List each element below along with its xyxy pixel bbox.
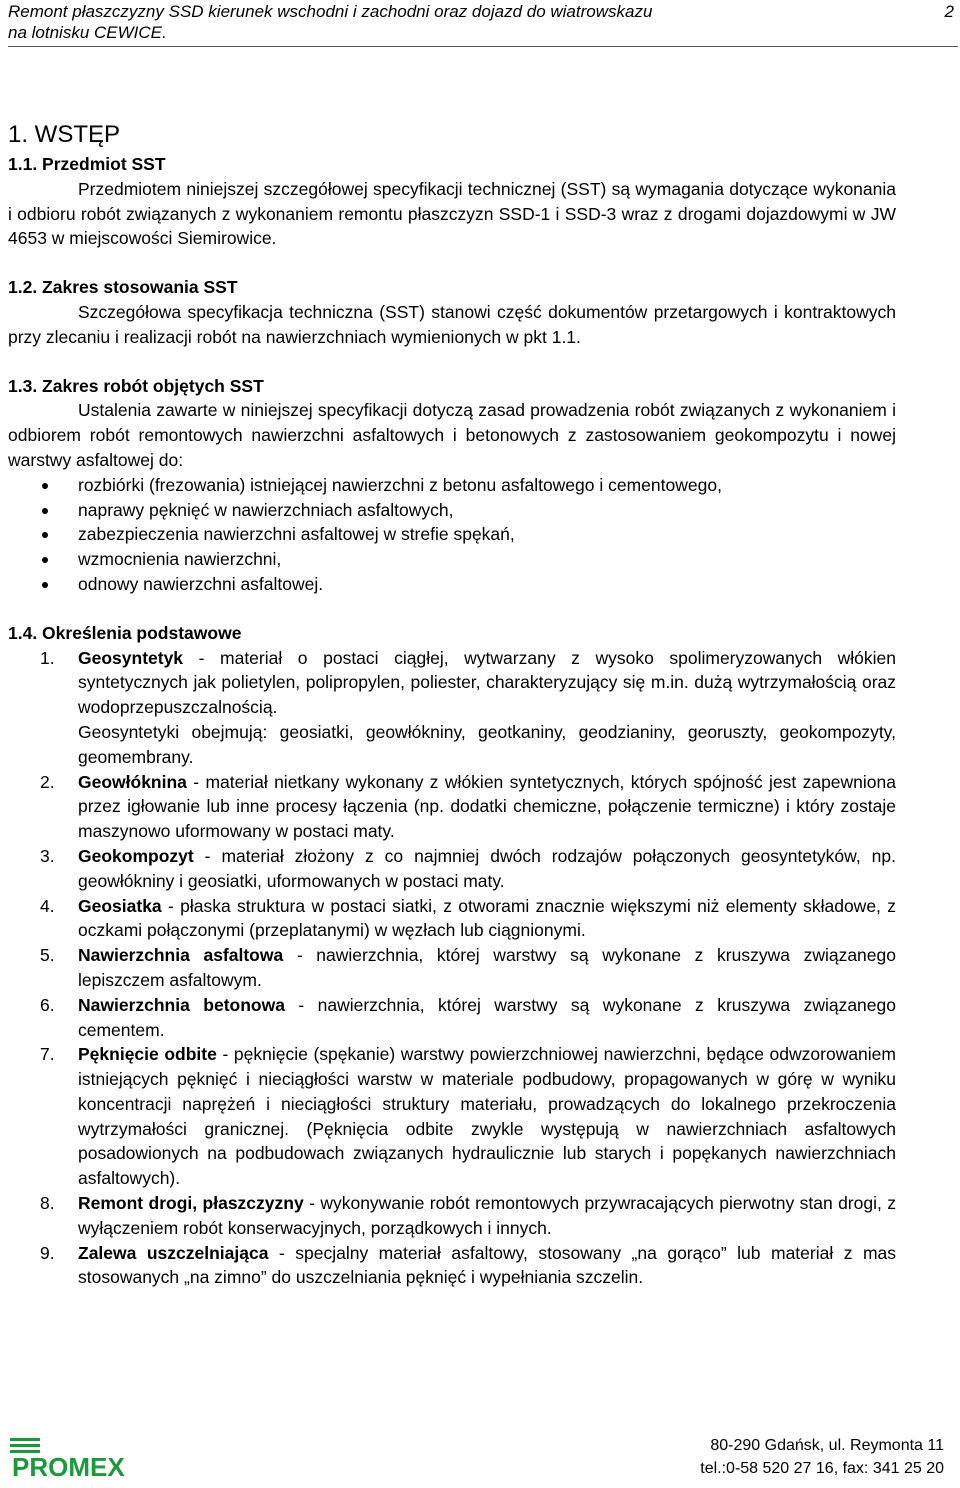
definition-item xyxy=(8,1042,896,1191)
phone-fax-line: tel.:0-58 520 27 16, fax: 341 25 20 xyxy=(700,1460,944,1477)
definition-text: - materiał o postaci ciągłej, wytwarzany z wysoko spolimeryzowanych włókien syntetycznych jak polietylen, polipropylen, poliester, charakteryzujący się m.in. dużą wytrzymałością oraz wodoprzepuszczalnością. xyxy=(78,647,896,718)
list-item xyxy=(8,473,896,498)
definition-number: 4. xyxy=(40,895,55,916)
definition-term: Geokompozyt xyxy=(78,845,194,866)
logo-text: PROMEX xyxy=(12,1452,125,1480)
bullet-icon xyxy=(42,582,48,588)
definition-item xyxy=(8,993,896,1043)
document-body xyxy=(8,120,896,1290)
header-title-line1: Remont płaszczyzny SSD kierunek wschodni i zachodni oraz dojazd do wiatrowskazu xyxy=(8,2,653,21)
section-title-1: 1. WSTĘP xyxy=(8,121,121,148)
list-item xyxy=(8,498,896,523)
address-line: 80-290 Gdańsk, ul. Reymonta 11 xyxy=(710,1437,944,1454)
definition-number: 2. xyxy=(40,771,55,792)
bullet-icon xyxy=(42,508,48,514)
bullet-text: zabezpieczenia nawierzchni asfaltowej w strefie spękań, xyxy=(78,524,515,545)
section-title-1-1: 1.1. Przedmiot SST xyxy=(8,154,166,174)
definition-number: 5. xyxy=(40,945,55,966)
definition-term: Pęknięcie odbite xyxy=(78,1044,217,1065)
definition-item xyxy=(8,770,896,844)
header-title-line2: na lotnisku CEWICE. xyxy=(8,23,167,42)
definition-text: - płaska struktura w postaci siatki, z otworami znacznie większymi niż elementy składowe, z oczkami połączonymi (przeplatanymi) w węzłach lub ciągnionymi. xyxy=(78,895,896,941)
definition-term: Geowłóknina xyxy=(78,771,187,792)
bullet-icon xyxy=(42,557,48,563)
bullet-text: wzmocnienia nawierzchni, xyxy=(78,549,282,570)
bullet-text: naprawy pęknięć w nawierzchniach asfaltowych, xyxy=(78,499,454,520)
list-item xyxy=(8,522,896,547)
section-1-2-text: Szczegółowa specyfikacja techniczna (SST) stanowi część dokumentów przetargowych i kontraktowych przy zlecaniu i realizacji robót na nawierzchniach wymienionych w pkt 1.1. xyxy=(8,301,896,347)
definition-text: - pęknięcie (spękanie) warstwy powierzchniowej nawierzchni, będące odwzorowaniem istniejących pęknięć i nieciągłości warstw w materiale podbudowy, propagowanych w górę w wyniku koncentracji naprężeń i nieciągłości struktury materiału, prowadzących do lokalnego przekroczenia wytrzymałości granicznej. (Pęknięcia odbite zwykle występują w nawierzchniach asfaltowych posadowionych na podbudowach związanych hydraulicznie lub starych i popękanych nawierzchniach asfaltowych). xyxy=(78,1044,896,1189)
list-item xyxy=(8,547,896,572)
definition-term: Geosiatka xyxy=(78,895,162,916)
promex-logo xyxy=(10,1436,140,1480)
definition-item xyxy=(8,894,896,944)
section-title-1-2: 1.2. Zakres stosowania SST xyxy=(8,277,238,298)
definition-item xyxy=(8,646,896,770)
footer-address xyxy=(700,1434,944,1480)
definition-term: Nawierzchnia asfaltowa xyxy=(78,945,284,966)
scope-bullet-list xyxy=(8,473,896,597)
header-title xyxy=(8,1,808,43)
section-title-1-3: 1.3. Zakres robót objętych SST xyxy=(8,375,264,396)
definition-number: 6. xyxy=(40,994,55,1015)
definition-item xyxy=(8,943,896,993)
bullet-icon xyxy=(42,532,48,538)
definition-number: 8. xyxy=(40,1193,55,1214)
definition-text: - materiał nietkany wykonany z włókien syntetycznych, których spójność jest zapewniona przez igłowanie lub inne procesy łączenia (np. dodatki chemiczne, połączenie termiczne) i który zostaje maszynowo uformowany w postaci maty. xyxy=(78,771,896,842)
list-item xyxy=(8,572,896,597)
promex-logo-graphic xyxy=(10,1436,140,1480)
section-title-1-4: 1.4. Określenia podstawowe xyxy=(8,622,242,643)
definition-number: 9. xyxy=(40,1242,55,1263)
section-1-3-text: Ustalenia zawarte w niniejszej specyfikacji dotyczą zasad prowadzenia robót związanych z wykonaniem i odbiorem robót remontowych nawierzchni asfaltowych i betonowych z zastosowaniem geokompozytu i nowej warstwy asfaltowej do: xyxy=(8,400,896,470)
definition-text: - wykonywanie robót remontowych przywracających pierwotny stan drogi, z wyłączeniem robót konserwacyjnych, porządkowych i innych. xyxy=(78,1193,896,1238)
page-number: 2 xyxy=(944,2,954,21)
definition-term: Geosyntetyk xyxy=(78,647,184,668)
definitions-list xyxy=(8,646,896,1291)
definition-term: Zalewa uszczelniająca xyxy=(78,1242,269,1263)
definition-number: 3. xyxy=(40,845,55,866)
definition-text: - specjalny materiał asfaltowy, stosowany „na gorąco” lub materiał z mas stosowanych „na zimno” do uszczelniania pęknięć i wypełniania szczelin. xyxy=(78,1242,897,1288)
definition-text: - nawierzchnia, której warstwy są wykonane z kruszywa związanego cementem. xyxy=(78,994,896,1040)
bullet-icon xyxy=(42,483,48,489)
definition-number: 7. xyxy=(40,1044,55,1065)
page-header xyxy=(8,0,958,47)
definition-text: - nawierzchnia, której warstwy są wykonane z kruszywa związanego lepiszczem asfaltowym. xyxy=(78,945,896,990)
definition-extra: Geosyntetyki obejmują: geosiatki, geowłókniny, geotkaniny, geodzianiny, georuszty, geokompozyty, geomembrany. xyxy=(78,721,896,767)
definition-number: 1. xyxy=(40,647,55,668)
definition-text: - materiał złożony z co najmniej dwóch rodzajów połączonych geosyntetyków, np. geowłókniny i geosiatki, uformowanych w postaci maty. xyxy=(78,845,896,891)
definition-term: Nawierzchnia betonowa xyxy=(78,994,285,1015)
bullet-text: rozbiórki (frezowania) istniejącej nawierzchni z betonu asfaltowego i cementowego, xyxy=(78,474,722,495)
section-1-1-text: Przedmiotem niniejszej szczegółowej specyfikacji technicznej (SST) są wymagania dotyczące wykonania i odbioru robót związanych z wykonaniem remontu płaszczyzn SSD-1 i SSD-3 wraz z drogami dojazdowymi w JW 4653 w miejscowości Siemirowice. xyxy=(8,178,896,249)
definition-term: Remont drogi, płaszczyzny xyxy=(78,1193,304,1214)
definition-item xyxy=(8,1241,896,1291)
bullet-text: odnowy nawierzchni asfaltowej. xyxy=(78,573,324,594)
definition-item xyxy=(8,844,896,894)
definition-item xyxy=(8,1191,896,1241)
